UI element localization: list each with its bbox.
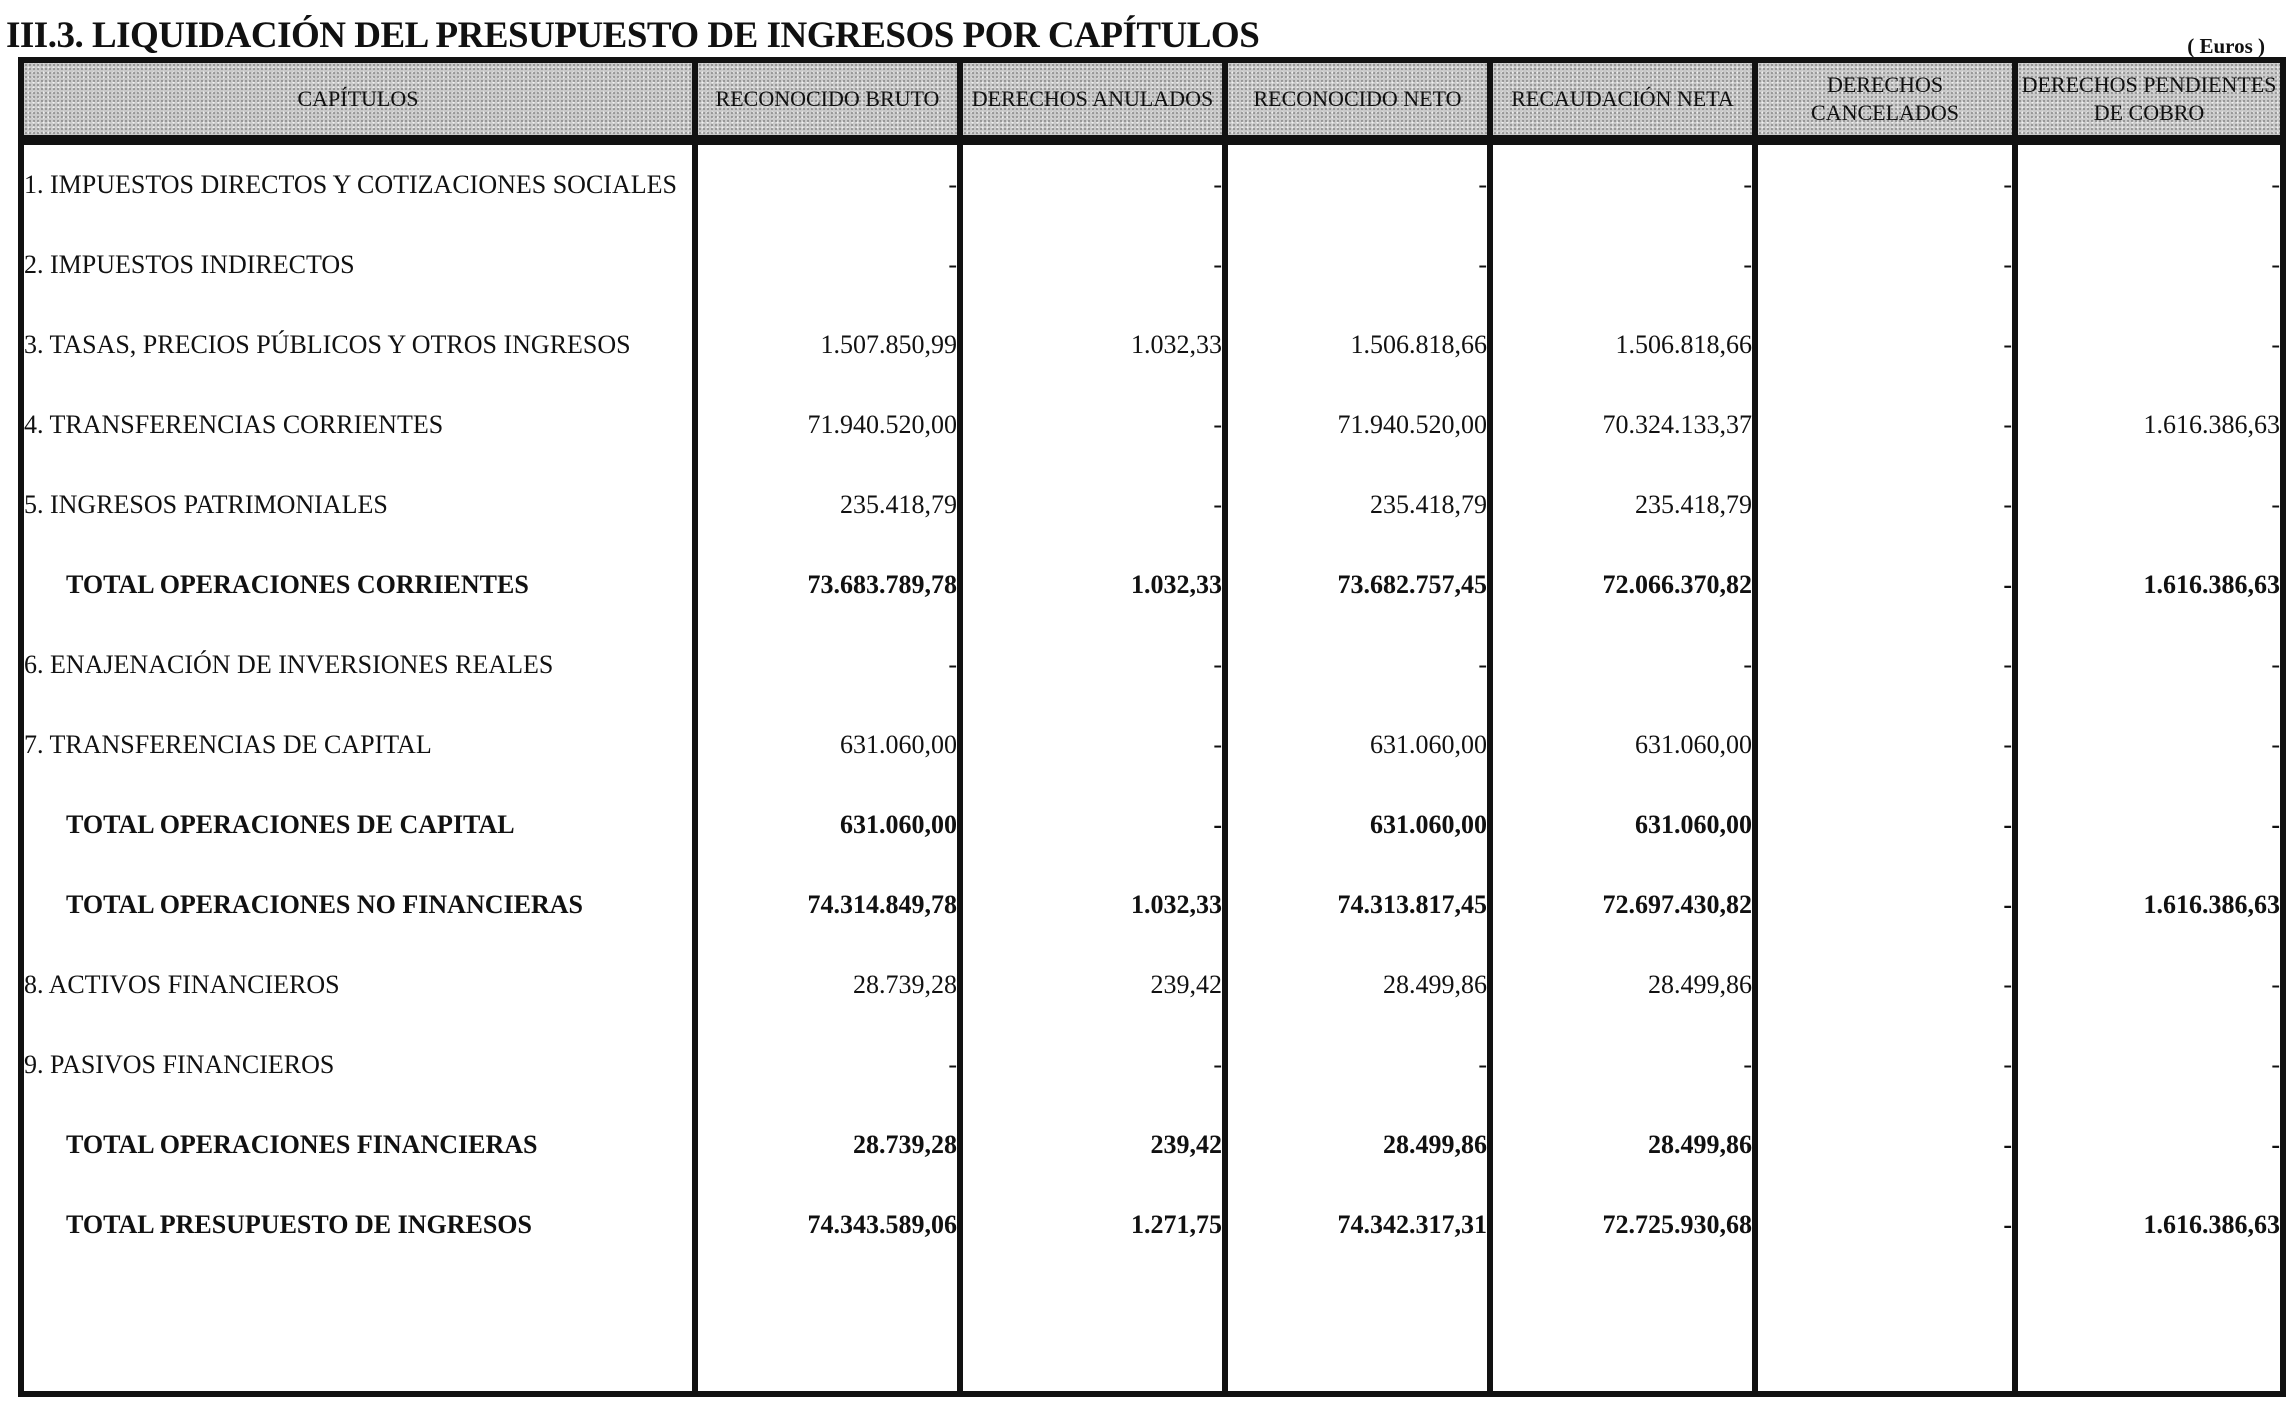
cell-value: 72.697.430,82 [1490, 865, 1755, 945]
cell-value: - [960, 705, 1225, 785]
cell-value: 1.271,75 [960, 1185, 1225, 1265]
cell-value: 235.418,79 [695, 465, 960, 545]
table-row [21, 945, 2283, 1025]
cell-value: - [1755, 140, 2015, 225]
cell-value: 73.683.789,78 [695, 545, 960, 625]
cell-value: - [1755, 305, 2015, 385]
row-label: 6. ENAJENACIÓN DE INVERSIONES REALES [21, 625, 695, 705]
row-label: TOTAL OPERACIONES DE CAPITAL [21, 785, 695, 865]
budget-table [18, 57, 2286, 1397]
column-header-recaudacion-neta: RECAUDACIÓN NETA [1490, 60, 1755, 140]
cell-value: - [1755, 1185, 2015, 1265]
cell-value: - [1490, 625, 1755, 705]
page-title: III.3. LIQUIDACIÓN DEL PRESUPUESTO DE INGRESOS POR CAPÍTULOS [6, 15, 1260, 56]
column-header-capitulos: CAPÍTULOS [21, 60, 695, 140]
cell-value: - [960, 140, 1225, 225]
table-row [21, 140, 2283, 225]
column-header-derechos-cancelados: DERECHOS CANCELADOS [1755, 60, 2015, 140]
table-row [21, 705, 2283, 785]
cell-value: 1.507.850,99 [695, 305, 960, 385]
row-label: TOTAL OPERACIONES CORRIENTES [21, 545, 695, 625]
cell-value: 28.499,86 [1490, 1105, 1755, 1185]
cell-value: 631.060,00 [1490, 785, 1755, 865]
cell-value: - [2015, 1025, 2283, 1105]
cell-value: 72.066.370,82 [1490, 545, 1755, 625]
table-row [21, 465, 2283, 545]
cell-value: 1.506.818,66 [1490, 305, 1755, 385]
table-row [21, 785, 2283, 865]
cell-value: 1.032,33 [960, 305, 1225, 385]
cell-value: - [2015, 140, 2283, 225]
cell-value: - [1755, 865, 2015, 945]
row-label: TOTAL OPERACIONES NO FINANCIERAS [21, 865, 695, 945]
cell-value: - [1755, 705, 2015, 785]
cell-value: - [2015, 625, 2283, 705]
cell-value: - [1490, 1025, 1755, 1105]
cell-value: - [2015, 465, 2283, 545]
cell-value: 235.418,79 [1490, 465, 1755, 545]
row-label: 7. TRANSFERENCIAS DE CAPITAL [21, 705, 695, 785]
table-spacer-row [21, 1265, 2283, 1394]
row-label: TOTAL PRESUPUESTO DE INGRESOS [21, 1185, 695, 1265]
cell-value: - [2015, 705, 2283, 785]
cell-value: 1.506.818,66 [1225, 305, 1490, 385]
cell-value: - [1755, 1105, 2015, 1185]
table-row [21, 625, 2283, 705]
cell-value: - [1225, 140, 1490, 225]
table-row [21, 385, 2283, 465]
table-row [21, 225, 2283, 305]
cell-value: - [1490, 225, 1755, 305]
cell-value: - [695, 625, 960, 705]
cell-value: 71.940.520,00 [695, 385, 960, 465]
table-row [21, 1185, 2283, 1265]
cell-value: - [1755, 465, 2015, 545]
cell-value: 1.616.386,63 [2015, 865, 2283, 945]
cell-value: 74.314.849,78 [695, 865, 960, 945]
cell-value: 1.616.386,63 [2015, 545, 2283, 625]
row-label: 9. PASIVOS FINANCIEROS [21, 1025, 695, 1105]
cell-value: 74.313.817,45 [1225, 865, 1490, 945]
cell-value: - [1225, 625, 1490, 705]
cell-value: 631.060,00 [695, 705, 960, 785]
cell-value: 1.616.386,63 [2015, 385, 2283, 465]
row-label: 5. INGRESOS PATRIMONIALES [21, 465, 695, 545]
cell-value: 71.940.520,00 [1225, 385, 1490, 465]
cell-value: - [960, 625, 1225, 705]
cell-value: 28.739,28 [695, 945, 960, 1025]
row-label: 3. TASAS, PRECIOS PÚBLICOS Y OTROS INGRESOS [21, 305, 695, 385]
cell-value: 74.343.589,06 [695, 1185, 960, 1265]
cell-value: 72.725.930,68 [1490, 1185, 1755, 1265]
cell-value: 235.418,79 [1225, 465, 1490, 545]
column-header-derechos-anulados: DERECHOS ANULADOS [960, 60, 1225, 140]
cell-value: - [1225, 1025, 1490, 1105]
cell-value: - [1755, 225, 2015, 305]
cell-value: 1.032,33 [960, 545, 1225, 625]
row-label: 1. IMPUESTOS DIRECTOS Y COTIZACIONES SOCIALES [21, 140, 695, 225]
column-header-reconocido-neto: RECONOCIDO NETO [1225, 60, 1490, 140]
row-label: 4. TRANSFERENCIAS CORRIENTES [21, 385, 695, 465]
cell-value: - [695, 1025, 960, 1105]
cell-value: - [960, 785, 1225, 865]
cell-value: - [2015, 225, 2283, 305]
cell-value: - [1755, 1025, 2015, 1105]
cell-value: - [960, 225, 1225, 305]
table-row [21, 305, 2283, 385]
cell-value: 631.060,00 [1490, 705, 1755, 785]
cell-value: 28.499,86 [1490, 945, 1755, 1025]
column-header-reconocido-bruto: RECONOCIDO BRUTO [695, 60, 960, 140]
cell-value: 631.060,00 [1225, 785, 1490, 865]
column-header-derechos-pendientes: DERECHOS PENDIENTES DE COBRO [2015, 60, 2283, 140]
currency-unit-label: ( Euros ) [2187, 34, 2265, 58]
cell-value: - [960, 1025, 1225, 1105]
header-row [21, 60, 2283, 140]
cell-value: - [695, 140, 960, 225]
cell-value: 28.499,86 [1225, 945, 1490, 1025]
cell-value: - [1755, 785, 2015, 865]
cell-value: - [1755, 625, 2015, 705]
cell-value: - [2015, 305, 2283, 385]
table-row [21, 545, 2283, 625]
cell-value: - [2015, 1105, 2283, 1185]
cell-value: 1.616.386,63 [2015, 1185, 2283, 1265]
cell-value: - [1225, 225, 1490, 305]
table-row [21, 1105, 2283, 1185]
row-label: 8. ACTIVOS FINANCIEROS [21, 945, 695, 1025]
cell-value: - [1490, 140, 1755, 225]
cell-value: - [960, 465, 1225, 545]
table-header [21, 60, 2283, 140]
table-body [21, 140, 2283, 1394]
cell-value: 631.060,00 [695, 785, 960, 865]
cell-value: - [1755, 545, 2015, 625]
cell-value: 70.324.133,37 [1490, 385, 1755, 465]
row-label: 2. IMPUESTOS INDIRECTOS [21, 225, 695, 305]
row-label: TOTAL OPERACIONES FINANCIERAS [21, 1105, 695, 1185]
table-row [21, 865, 2283, 945]
cell-value: 1.032,33 [960, 865, 1225, 945]
cell-value: - [695, 225, 960, 305]
cell-value: 28.739,28 [695, 1105, 960, 1185]
cell-value: - [2015, 945, 2283, 1025]
cell-value: - [960, 385, 1225, 465]
cell-value: 239,42 [960, 945, 1225, 1025]
cell-value: 631.060,00 [1225, 705, 1490, 785]
cell-value: - [1755, 385, 2015, 465]
cell-value: 73.682.757,45 [1225, 545, 1490, 625]
cell-value: - [1755, 945, 2015, 1025]
cell-value: 28.499,86 [1225, 1105, 1490, 1185]
cell-value: 239,42 [960, 1105, 1225, 1185]
cell-value: - [2015, 785, 2283, 865]
cell-value: 74.342.317,31 [1225, 1185, 1490, 1265]
table-row [21, 1025, 2283, 1105]
